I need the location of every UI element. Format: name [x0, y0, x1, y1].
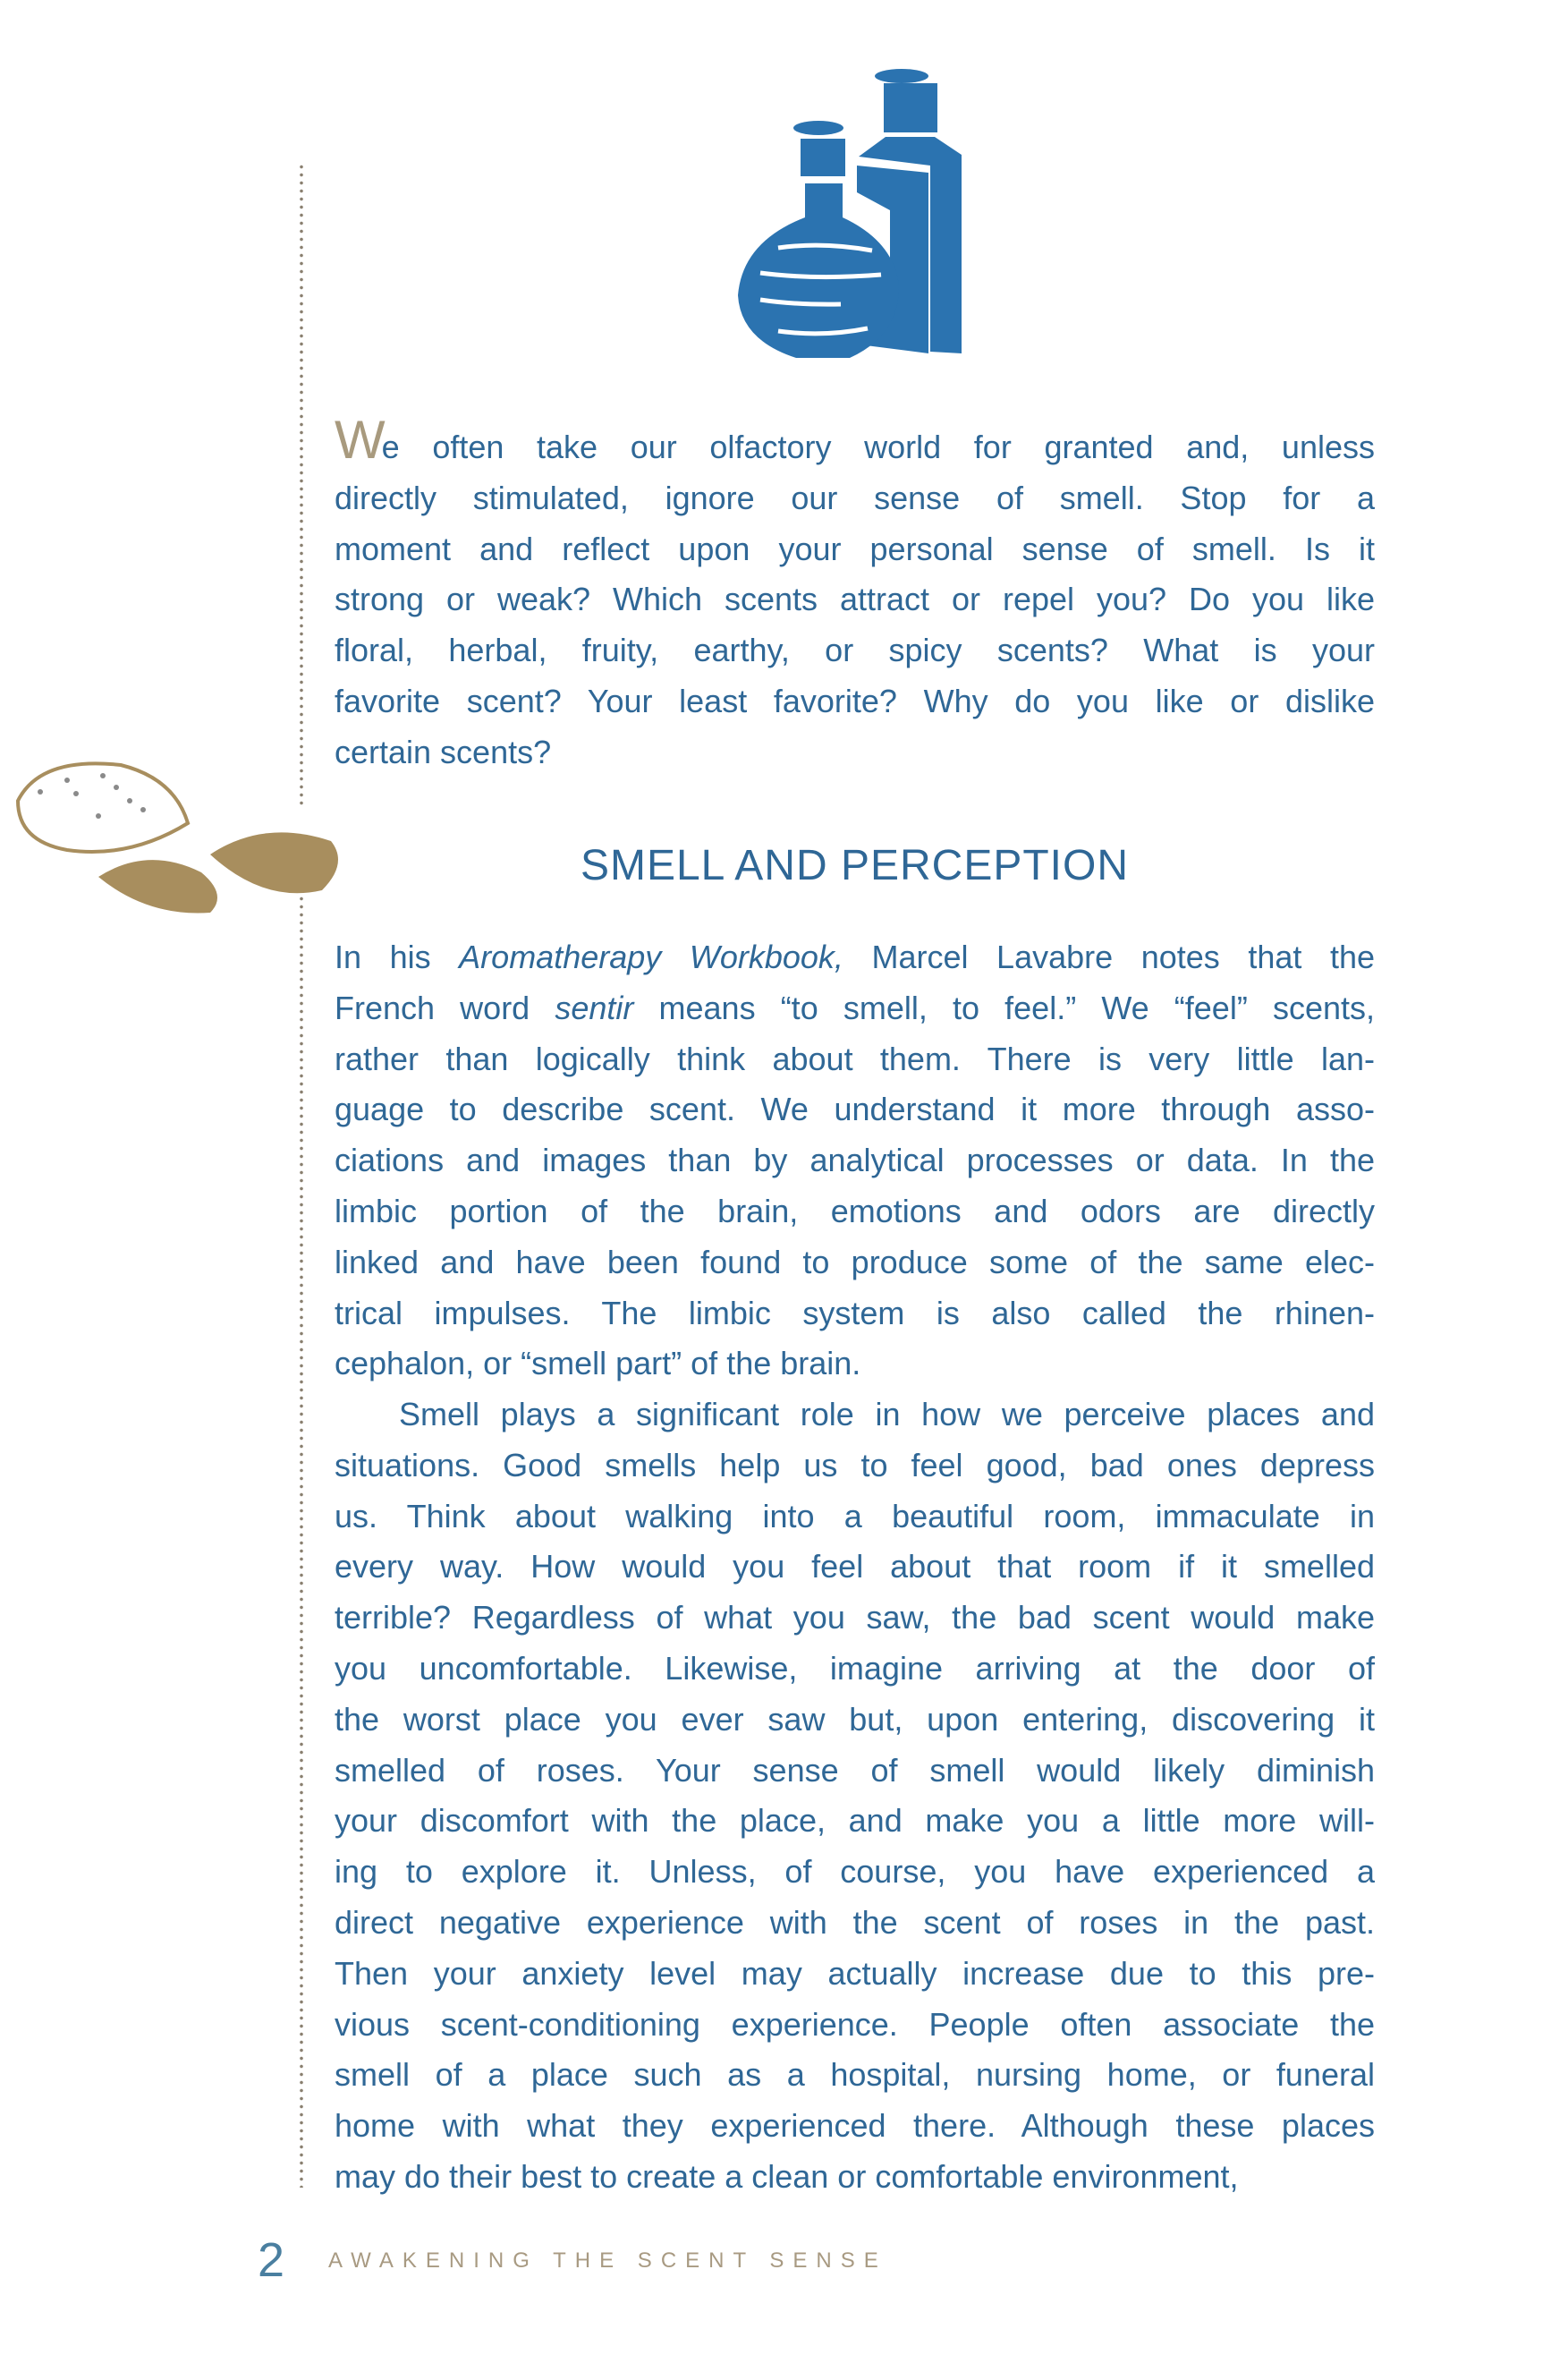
text-segment: floral, herbal, fruity, earthy, or spicy scents? What is your [335, 632, 1375, 669]
text-line [335, 1237, 1375, 1288]
text-segment: us. Think about walking into a beautiful room, immaculate in [335, 1497, 1375, 1534]
text-segment: Smell plays a significant role in how we perceive places and [399, 1396, 1375, 1432]
text-line [335, 1441, 1375, 1492]
text-segment: moment and reflect upon your personal sense of smell. Is it [335, 530, 1375, 567]
intro-paragraph [335, 410, 1375, 778]
text-line [335, 1898, 1375, 1949]
perfume-bottles-illustration [716, 58, 993, 371]
text-line [335, 1796, 1375, 1847]
text-segment: your discomfort with the place, and make you a little more will- [335, 1802, 1375, 1840]
text-segment: Marcel Lavabre notes that the [843, 939, 1375, 975]
text-segment: smelled of roses. Your sense of smell would likely diminish [335, 1751, 1375, 1789]
italic-text: Aromatherapy Workbook, [459, 939, 843, 975]
almonds-illustration [4, 738, 349, 917]
body-paragraph-1 [335, 932, 1375, 1390]
text-segment: linked and have been found to produce some of the same elec- [335, 1243, 1375, 1280]
text-line [335, 1084, 1375, 1135]
text-line [335, 410, 1375, 473]
text-segment: trical impulses. The limbic system is also called the rhinen- [335, 1294, 1375, 1331]
text-segment: situations. Good smells help us to feel good, bad ones depress [335, 1446, 1375, 1483]
dotted-margin-rule-top [300, 163, 303, 805]
text-line [335, 2000, 1375, 2051]
text-line [335, 1034, 1375, 1085]
text-line [335, 2050, 1375, 2101]
text-line [335, 1492, 1375, 1543]
text-segment: rather than logically think about them. There is very little lan- [335, 1040, 1375, 1077]
text-segment: vious scent-conditioning experience. People often associate the [335, 2005, 1375, 2043]
text-line [335, 1186, 1375, 1237]
dotted-margin-rule-bottom [300, 895, 303, 2188]
text-line [335, 932, 1375, 983]
italic-text: sentir [555, 989, 634, 1026]
running-title: AWAKENING THE SCENT SENSE [328, 2248, 887, 2273]
text-line [335, 1746, 1375, 1797]
text-segment: favorite scent? Your least favorite? Why do you like or dislike [335, 682, 1375, 719]
text-line [335, 1644, 1375, 1695]
text-line [335, 524, 1375, 575]
text-line [335, 574, 1375, 625]
text-line [335, 2152, 1375, 2203]
section-heading: SMELL AND PERCEPTION [580, 842, 1130, 889]
text-line [335, 1949, 1375, 2000]
text-line [335, 473, 1375, 524]
text-segment: certain scents? [335, 733, 552, 770]
text-segment: strong or weak? Which scents attract or repel you? Do you like [335, 581, 1375, 618]
text-segment: means “to smell, to feel.” We “feel” scents, [633, 989, 1375, 1026]
text-segment: every way. How would you feel about that room if it smelled [335, 1548, 1375, 1585]
text-line [335, 676, 1375, 727]
text-line [335, 1847, 1375, 1898]
text-segment: may do their best to create a clean or comfortable environment, [335, 2157, 1239, 2195]
text-segment: terrible? Regardless of what you saw, the bad scent would make [335, 1599, 1375, 1636]
text-segment: guage to describe scent. We understand it more through asso- [335, 1091, 1375, 1128]
text-segment: e often take our olfactory world for granted and, unless [381, 429, 1375, 465]
text-segment: In his [335, 939, 460, 975]
body-paragraph-2 [335, 1390, 1375, 2203]
text-line [335, 2101, 1375, 2152]
page-number: 2 [258, 2233, 285, 2287]
text-segment: French word [335, 989, 555, 1026]
text-segment: direct negative experience with the scent of roses in the past. [335, 1903, 1375, 1941]
text-segment: you uncomfortable. Likewise, imagine arriving at the door of [335, 1649, 1375, 1687]
text-segment: smell of a place such as a hospital, nursing home, or funeral [335, 2056, 1375, 2094]
text-segment: ciations and images than by analytical processes or data. In the [335, 1142, 1375, 1179]
text-segment: Then your anxiety level may actually increase due to this pre- [335, 1954, 1375, 1992]
text-line [335, 1695, 1375, 1746]
text-segment: limbic portion of the brain, emotions and odors are directly [335, 1192, 1375, 1229]
text-segment: home with what they experienced there. Although these places [335, 2107, 1375, 2145]
text-segment: cephalon, or “smell part” of the brain. [335, 1345, 861, 1382]
text-line [335, 983, 1375, 1034]
text-line [335, 1593, 1375, 1644]
text-segment: the worst place you ever saw but, upon entering, discovering it [335, 1700, 1375, 1738]
text-segment: ing to explore it. Unless, of course, you have experienced a [335, 1853, 1375, 1891]
text-line [335, 1339, 1375, 1390]
text-line [335, 1288, 1375, 1339]
text-line [335, 1390, 1375, 1441]
drop-cap: W [335, 410, 382, 470]
text-segment: directly stimulated, ignore our sense of smell. Stop for a [335, 479, 1375, 516]
text-line [335, 1542, 1375, 1593]
text-line [335, 625, 1375, 676]
text-line [335, 1135, 1375, 1186]
text-line [335, 727, 1375, 778]
